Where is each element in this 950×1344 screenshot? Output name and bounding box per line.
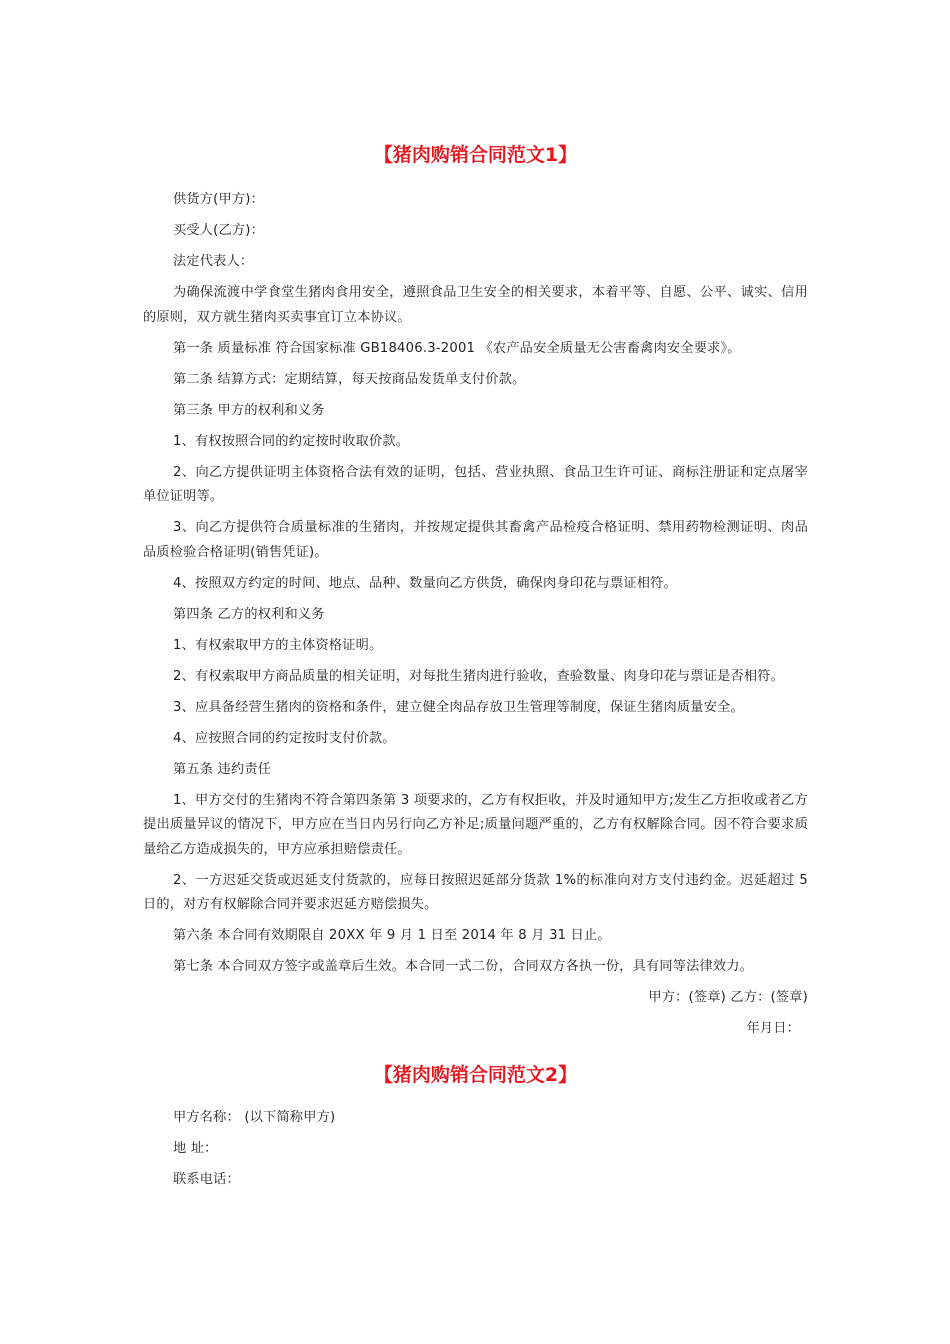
contract1-paragraph: 买受人(乙方)： xyxy=(173,223,265,238)
contract1-paragraph: 第二条 结算方式：定期结算，每天按商品发货单支付价款。 xyxy=(173,371,526,387)
contract1-paragraph: 4、应按照合同的约定按时支付价款。 xyxy=(173,730,396,746)
contract2-paragraph: 地 址： xyxy=(173,1140,218,1156)
contract1-paragraph: 第七条 本合同双方签字或盖章后生效。本合同一式二份，合同双方各执一份，具有同等法律效力。 xyxy=(173,959,754,974)
contract1-paragraph: 4、按照双方约定的时间、地点、品种、数量向乙方供货，确保肉身印花与票证相符。 xyxy=(173,575,677,591)
contract2-paragraph: 甲方名称： (以下简称甲方) xyxy=(173,1109,336,1125)
contract1-paragraph: 1、有权按照合同的约定按时收取价款。 xyxy=(173,433,410,449)
contract1-paragraph: 2、有权索取甲方商品质量的相关证明，对每批生猪肉进行验收，查验数量、肉身印花与票证是否相符。 xyxy=(173,668,785,684)
contract2-title: 【猪肉购销合同范文2】 xyxy=(373,1063,578,1086)
document-page xyxy=(143,140,808,1192)
contract2-paragraph: 联系电话： xyxy=(173,1171,240,1187)
contract1-date: 年月日： xyxy=(746,1021,800,1036)
contract1-paragraph: 法定代表人： xyxy=(173,254,254,269)
contract1-paragraph: 第五条 违约责任 xyxy=(173,761,272,777)
contract1-paragraph: 第四条 乙方的权利和义务 xyxy=(173,606,325,622)
contract1-signature: 甲方：(签章) 乙方：(签章) xyxy=(648,990,808,1005)
contract1-paragraph: 1、甲方交付的生猪肉不符合第四条第 3 项要求的，乙方有权拒收，并及时通知甲方;发生乙方拒收或者乙方提出质量异议的情况下，甲方应在当日内另行向乙方补足;质量问题严重的，乙方有权解除合同。因不符合要求质量给乙方造成损失的，甲方应承担赔偿责任。 xyxy=(143,792,808,857)
contract1-paragraph: 3、应具备经营生猪肉的资格和条件，建立健全肉品存放卫生管理等制度，保证生猪肉质量安全。 xyxy=(173,699,744,715)
contract1-title: 【猪肉购销合同范文1】 xyxy=(373,144,578,166)
contract1-paragraph: 为确保流渡中学食堂生猪肉食用安全，遵照食品卫生安全的相关要求，本着平等、自愿、公平、诚实、信用的原则，双方就生猪肉买卖事宜订立本协议。 xyxy=(143,285,808,325)
contract1-paragraph: 第六条 本合同有效期限自 20XX 年 9 月 1 日至 2014 年 8 月 31 日止。 xyxy=(173,928,611,943)
contract1-paragraph: 供货方(甲方)： xyxy=(173,192,265,207)
contract1-paragraph: 3、向乙方提供符合质量标准的生猪肉，并按规定提供其畜禽产品检疫合格证明、禁用药物检测证明、肉品品质检验合格证明(销售凭证)。 xyxy=(143,520,808,560)
contract1-paragraph: 第一条 质量标准 符合国家标准 GB18406.3-2001 《农产品安全质量无公害畜禽肉安全要求》。 xyxy=(173,340,741,356)
contract1-body xyxy=(143,188,808,1042)
contract2-body xyxy=(143,1106,808,1193)
contract1-paragraph: 2、一方迟延交货或迟延支付货款的，应每日按照迟延部分货款 1%的标准向对方支付违约金。迟延超过 5 日的，对方有权解除合同并要求迟延方赔偿损失。 xyxy=(143,872,808,912)
contract1-paragraph: 第三条 甲方的权利和义务 xyxy=(173,402,325,418)
contract1-paragraph: 2、向乙方提供证明主体资格合法有效的证明，包括、营业执照、食品卫生许可证、商标注册证和定点屠宰单位证明等。 xyxy=(143,464,808,504)
contract1-paragraph: 1、有权索取甲方的主体资格证明。 xyxy=(173,637,383,653)
